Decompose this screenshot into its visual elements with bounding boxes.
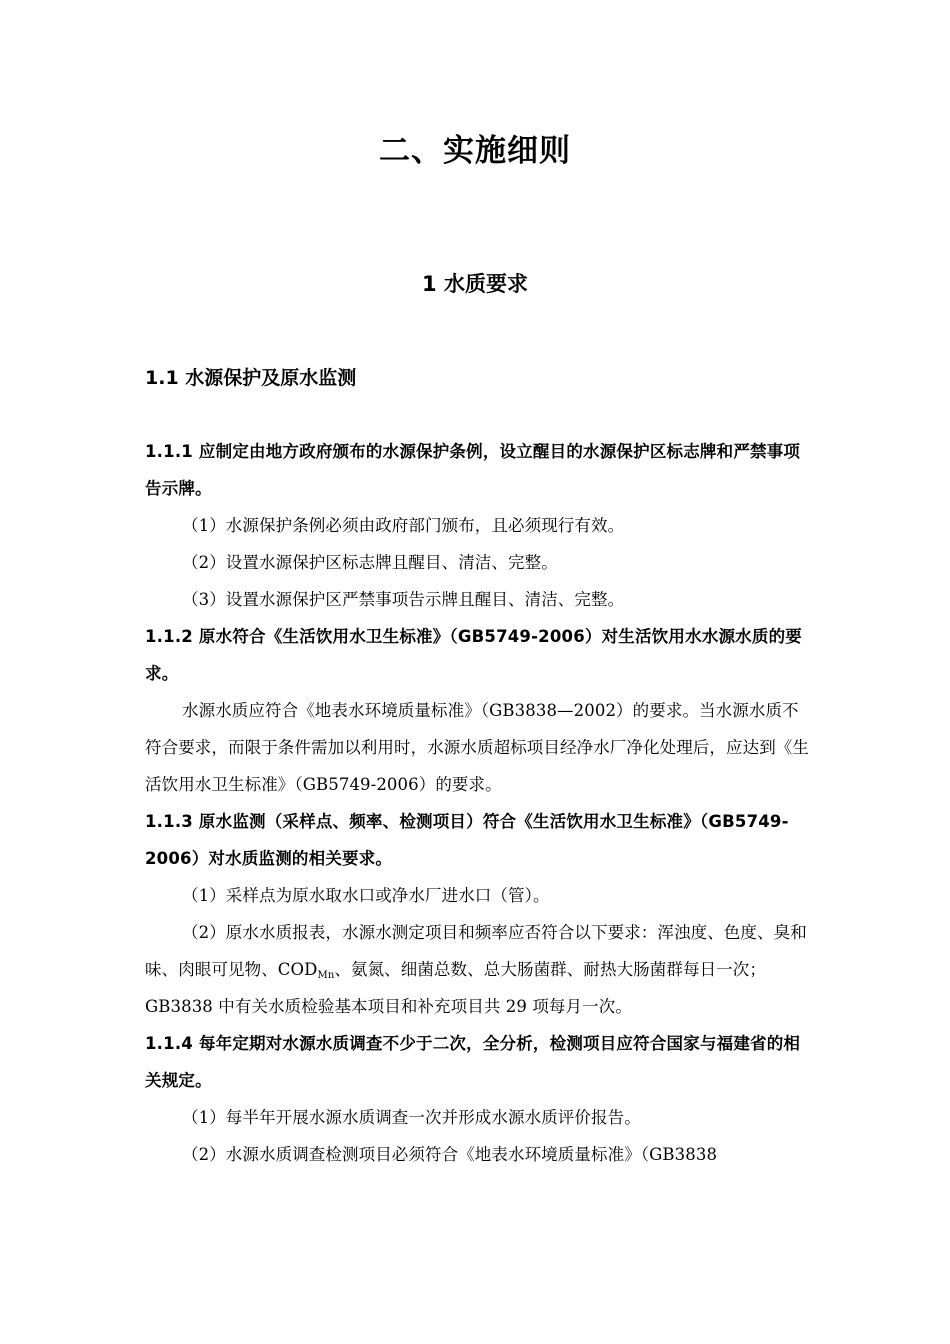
subsection-title: 1.1 水源保护及原水监测 xyxy=(145,367,357,389)
requirement-heading-1-1-4: 1.1.4 每年定期对水源水质调查不少于二次，全分析，检测项目应符合国家与福建省的相关规定。 xyxy=(145,1034,801,1090)
requirement-heading-1-1-1: 1.1.1 应制定由地方政府颁布的水源保护条例，设立醒目的水源保护区标志牌和严禁事项告示牌。 xyxy=(145,442,801,498)
paragraph: （3）设置水源保护区严禁事项告示牌且醒目、清洁、完整。 xyxy=(182,590,625,609)
paragraph-monitoring-items xyxy=(145,914,810,1025)
paragraph: （2）水源水质调查检测项目必须符合《地表水环境质量标准》（GB3838 xyxy=(182,1145,718,1164)
paragraph: （1）每半年开展水源水质调查一次并形成水源水质评价报告。 xyxy=(182,1108,641,1127)
requirement-heading-1-1-2: 1.1.2 原水符合《生活饮用水卫生标准》（GB5749-2006）对生活饮用水水源水质的要求。 xyxy=(145,627,802,683)
paragraph-text: 、氨氮、细菌总数、总大肠菌群、耐热大肠菌群每日一次；GB3838 中有关水质检验基本项目和补充项目共 29 项每月一次。 xyxy=(145,960,766,1016)
paragraph: （1）水源保护条例必须由政府部门颁布，且必须现行有效。 xyxy=(182,516,625,535)
subscript-text: Mn xyxy=(317,970,335,981)
paragraph: （1）采样点为原水取水口或净水厂进水口（管）。 xyxy=(182,886,550,905)
paragraph: （2）设置水源保护区标志牌且醒目、清洁、完整。 xyxy=(182,553,558,572)
paragraph-text: （2）原水水质报表，水源水测定项目和频率应否符合以下要求：浑浊度、色度、臭和味、肉眼可见物、COD xyxy=(145,923,807,979)
document-body xyxy=(145,433,810,1173)
paragraph: 水源水质应符合《地表水环境质量标准》（GB3838—2002）的要求。当水源水质不符合要求，而限于条件需加以利用时，水源水质超标项目经净水厂净化处理后，应达到《生活饮用水卫生标准》（GB5749-2006）的要求。 xyxy=(145,701,809,794)
requirement-heading-1-1-3: 1.1.3 原水监测（采样点、频率、检测项目）符合《生活饮用水卫生标准》（GB5749-2006）对水质监测的相关要求。 xyxy=(145,812,789,868)
chapter-title: 二、实施细则 xyxy=(379,133,571,169)
section-title: 1 水质要求 xyxy=(422,272,528,296)
